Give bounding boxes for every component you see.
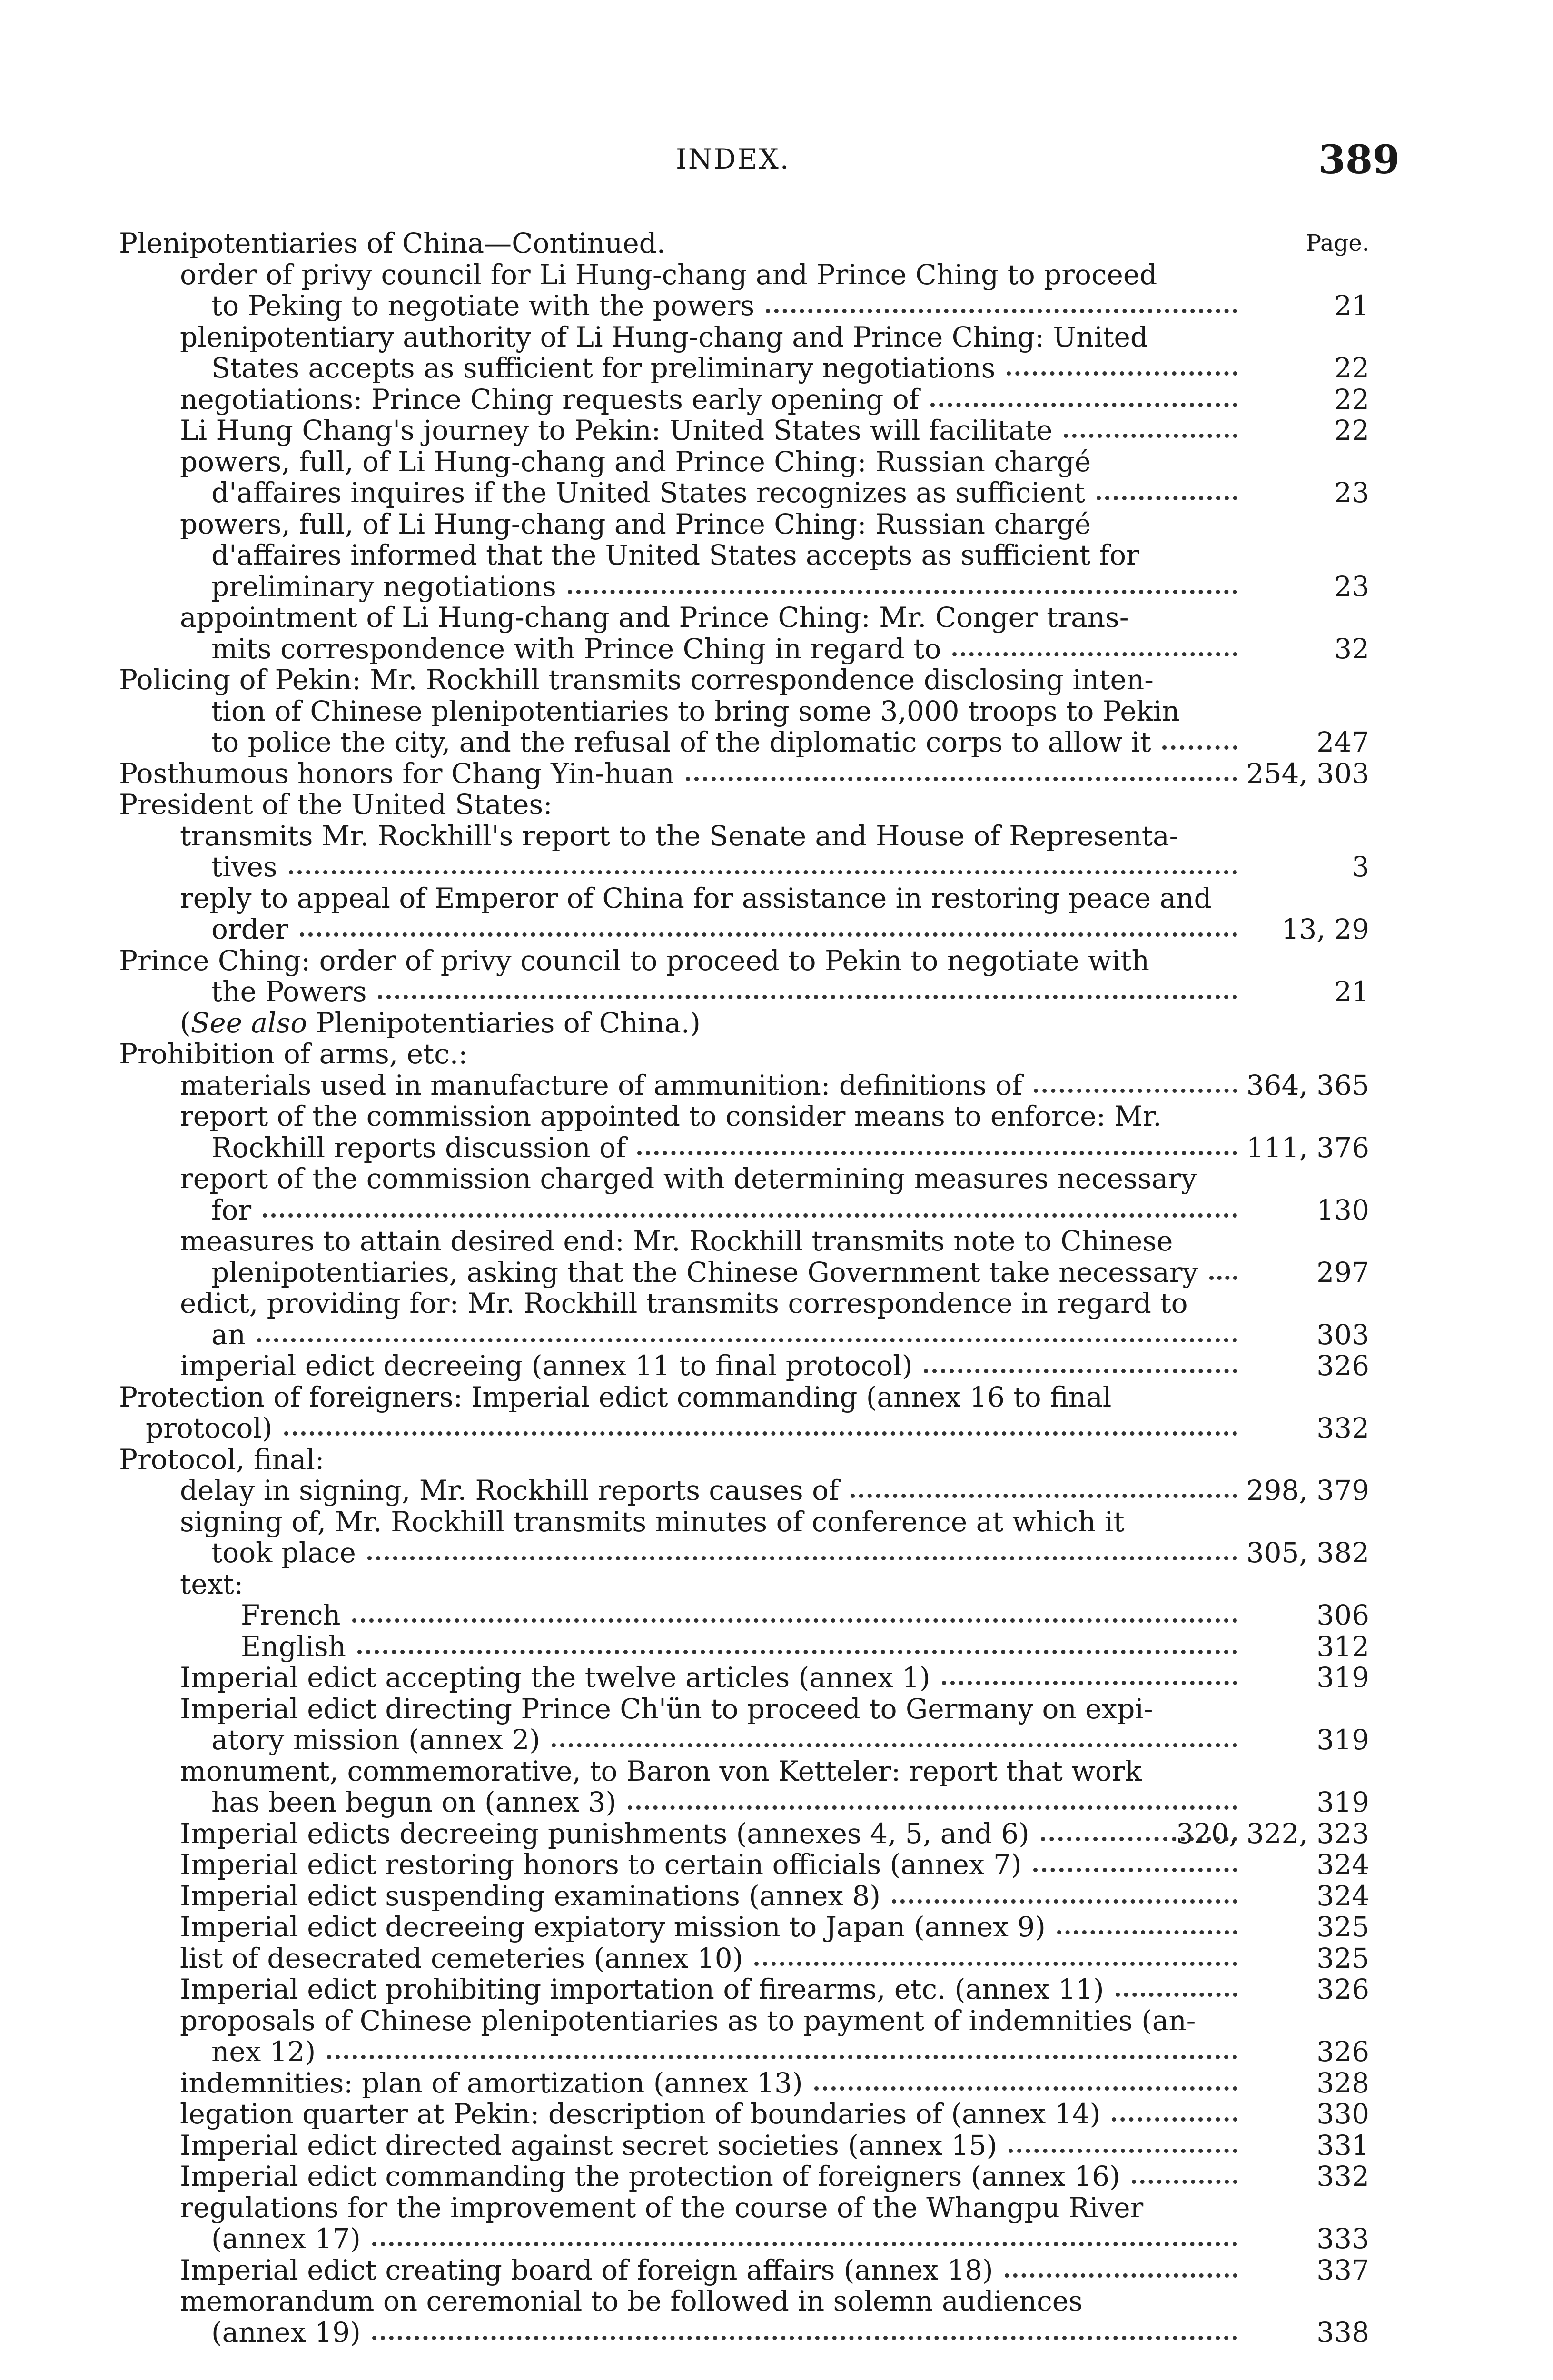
- index-entry: [0, 1475, 1553, 1506]
- entry-text: English: [241, 1630, 346, 1663]
- index-entry: [0, 1444, 1553, 1475]
- entry-text: reply to appeal of Emperor of China for assistance in restoring peace and: [180, 882, 1212, 914]
- entry-text: transmits Mr. Rockhill's report to the Senate and House of Representa-: [180, 820, 1179, 852]
- page-reference: 338: [1316, 2316, 1369, 2349]
- index-entry: [0, 228, 1553, 259]
- entry-text: the Powers: [211, 975, 367, 1008]
- entry-text: Imperial edicts decreeing punishments (annexes 4, 5, and 6): [180, 1817, 1029, 1850]
- index-entry: [0, 2285, 1553, 2317]
- dot-leader: [814, 2086, 1237, 2091]
- index-entry: [0, 2067, 1553, 2099]
- page-reference: 297: [1316, 1256, 1369, 1289]
- entry-text: has been begun on (annex 3): [211, 1786, 617, 1818]
- index-entry: [0, 571, 1553, 602]
- dot-leader: [637, 1151, 1237, 1155]
- dot-leader: [1007, 371, 1237, 376]
- index-entry: [0, 1724, 1553, 1755]
- dot-leader: [851, 1494, 1237, 1498]
- page-reference: 337: [1316, 2254, 1369, 2286]
- entry-text: took place: [211, 1537, 356, 1569]
- index-entry: [0, 1319, 1553, 1350]
- dot-leader: [1033, 1868, 1237, 1872]
- index-entry: [0, 1911, 1553, 1943]
- index-entry: [0, 446, 1553, 477]
- running-head: [0, 137, 1553, 186]
- page-reference: 22: [1334, 352, 1369, 384]
- page-reference: 23: [1334, 570, 1369, 603]
- page-reference: 319: [1316, 1661, 1369, 1694]
- entry-text: an: [211, 1319, 246, 1351]
- index-entry: [0, 1288, 1553, 1319]
- index-entry: [0, 1257, 1553, 1288]
- dot-leader: [568, 590, 1237, 594]
- index-entry: [0, 1755, 1553, 1787]
- page-reference: 22: [1334, 383, 1369, 416]
- index-entry: [0, 1849, 1553, 1880]
- entry-text: regulations for the improvement of the course of the Whangpu River: [180, 2192, 1144, 2224]
- page-reference: 325: [1316, 1942, 1369, 1974]
- entry-text: delay in signing, Mr. Rockhill reports causes of: [180, 1474, 839, 1507]
- page-reference: 364, 365: [1246, 1069, 1369, 1101]
- index-entry: [0, 664, 1553, 695]
- page-reference: 21: [1334, 975, 1369, 1008]
- index-entry: [0, 883, 1553, 914]
- index-entry: [0, 2005, 1553, 2036]
- dot-leader: [327, 2055, 1237, 2059]
- page-reference: 22: [1334, 414, 1369, 446]
- page-reference: Page.: [1306, 230, 1369, 257]
- index-entry: [0, 1225, 1553, 1257]
- dot-leader: [1009, 2149, 1237, 2153]
- dot-leader: [1057, 1930, 1237, 1934]
- entry-text: legation quarter at Pekin: description of boundaries of (annex 14): [180, 2098, 1101, 2130]
- page-reference: 298, 379: [1246, 1474, 1369, 1507]
- entry-text: report of the commission appointed to consider means to enforce: Mr.: [180, 1100, 1162, 1132]
- entry-text: protocol): [146, 1412, 273, 1444]
- index-entry: [0, 321, 1553, 353]
- entry-text: edict, providing for: Mr. Rockhill transmits correspondence in regard to: [180, 1287, 1188, 1319]
- page-reference: 306: [1316, 1599, 1369, 1631]
- index-entry: [0, 1101, 1553, 1132]
- entry-text: (annex 17): [211, 2222, 361, 2255]
- index-entry: [0, 1662, 1553, 1693]
- index-entry: [0, 2192, 1553, 2223]
- entry-text: appointment of Li Hung-chang and Prince Ching: Mr. Conger trans-: [180, 601, 1129, 634]
- entry-text: Imperial edict directing Prince Ch'ün to proceed to Germany on expi-: [180, 1693, 1153, 1725]
- index-entry: [0, 2161, 1553, 2192]
- entry-text: Li Hung Chang's journey to Pekin: United States will facilitate: [180, 414, 1053, 446]
- index-entry: [0, 851, 1553, 883]
- entry-text: text:: [180, 1568, 244, 1600]
- entry-text: Policing of Pekin: Mr. Rockhill transmits correspondence disclosing inten-: [119, 664, 1154, 696]
- page-reference: 320, 322, 323: [1176, 1817, 1369, 1850]
- entry-text: Rockhill reports discussion of: [211, 1131, 626, 1164]
- page-reference: 23: [1334, 476, 1369, 509]
- entry-text: tives: [211, 851, 277, 883]
- entry-text: report of the commission charged with determining measures necessary: [180, 1162, 1197, 1195]
- dot-leader: [1116, 1993, 1237, 1997]
- entry-text: Protection of foreigners: Imperial edict commanding (annex 16 to final: [119, 1381, 1112, 1413]
- page-number: 389: [1318, 137, 1400, 183]
- page-reference: 319: [1316, 1786, 1369, 1818]
- entry-text: to Peking to negotiate with the powers: [211, 289, 755, 322]
- dot-leader: [766, 309, 1237, 313]
- page-reference: 13, 29: [1281, 913, 1369, 945]
- page-reference: 319: [1316, 1724, 1369, 1756]
- page-reference: 333: [1316, 2222, 1369, 2255]
- dot-leader: [1132, 2180, 1237, 2184]
- index-entry: [0, 384, 1553, 415]
- entry-text: measures to attain desired end: Mr. Rockhill transmits note to Chinese: [180, 1225, 1173, 1257]
- entry-text: indemnities: plan of amortization (annex 13): [180, 2067, 803, 2099]
- entry-text: d'affaires inquires if the United States recognizes as sufficient: [211, 476, 1085, 509]
- page-reference: 247: [1316, 726, 1369, 758]
- entry-text: memorandum on ceremonial to be followed in solemn audiences: [180, 2285, 1083, 2317]
- index-entry: [0, 602, 1553, 633]
- page-reference: 130: [1316, 1194, 1369, 1226]
- entry-text: mits correspondence with Prince Ching in regard to: [211, 633, 941, 665]
- entry-text: imperial edict decreeing (annex 11 to final protocol): [180, 1349, 913, 1382]
- entry-text: (annex 19): [211, 2316, 361, 2349]
- page-reference: 330: [1316, 2098, 1369, 2130]
- dot-leader: [257, 1338, 1237, 1342]
- entry-text: President of the United States:: [119, 788, 553, 821]
- entry-text: Imperial edict suspending examinations (annex 8): [180, 1880, 881, 1912]
- entry-text: monument, commemorative, to Baron von Ketteler: report that work: [180, 1755, 1142, 1787]
- page-reference: 3: [1352, 851, 1369, 883]
- dot-leader: [357, 1650, 1237, 1654]
- index-entry: [0, 508, 1553, 540]
- index-entry: [0, 259, 1553, 290]
- index-entry: [0, 1412, 1553, 1444]
- page-reference: 328: [1316, 2067, 1369, 2099]
- dot-leader: [284, 1431, 1237, 1436]
- page-reference: 326: [1316, 1973, 1369, 2005]
- entry-text: order of privy council for Li Hung-chang and Prince Ching to proceed: [180, 258, 1157, 291]
- dot-leader: [1112, 2117, 1237, 2122]
- page-title: INDEX.: [676, 143, 791, 175]
- index-entry: [0, 2036, 1553, 2067]
- entry-text: Imperial edict restoring honors to certain officials (annex 7): [180, 1848, 1022, 1881]
- dot-leader: [300, 932, 1237, 937]
- dot-leader: [1097, 496, 1237, 500]
- entry-text: plenipotentiary authority of Li Hung-chang and Prince Ching: United: [180, 321, 1148, 353]
- entry-text: Protocol, final:: [119, 1443, 325, 1476]
- dot-leader: [1041, 1837, 1237, 1841]
- index-entry: [0, 415, 1553, 446]
- dot-leader: [378, 995, 1237, 999]
- page-reference: 312: [1316, 1630, 1369, 1663]
- page-reference: 325: [1316, 1911, 1369, 1943]
- index-entry: [0, 695, 1553, 727]
- index-entry: [0, 633, 1553, 664]
- index-entry: [0, 1007, 1553, 1039]
- index-entry: [0, 1163, 1553, 1194]
- entry-text: Imperial edict directed against secret societies (annex 15): [180, 2129, 998, 2162]
- entry-text: French: [241, 1599, 341, 1631]
- entry-text: powers, full, of Li Hung-chang and Prince Ching: Russian chargé: [180, 508, 1091, 540]
- dot-leader: [372, 2242, 1237, 2246]
- index-entry: [0, 1880, 1553, 1912]
- page-reference: 21: [1334, 289, 1369, 322]
- index-entry: [0, 976, 1553, 1007]
- dot-leader: [1162, 745, 1237, 750]
- index-entry: [0, 1381, 1553, 1413]
- entry-text: Posthumous honors for Chang Yin-huan: [119, 757, 674, 790]
- index-entry: [0, 352, 1553, 384]
- index-entry: [0, 1786, 1553, 1818]
- entry-text: Prohibition of arms, etc.:: [119, 1038, 468, 1070]
- page-reference: 332: [1316, 1412, 1369, 1444]
- page-reference: 305, 382: [1246, 1537, 1369, 1569]
- page-reference: 332: [1316, 2160, 1369, 2192]
- index-entry: [0, 1070, 1553, 1101]
- entry-text: materials used in manufacture of ammunition: definitions of: [180, 1069, 1022, 1101]
- entry-text: (See also Plenipotentiaries of China.): [180, 1007, 701, 1039]
- index-entry: [0, 2223, 1553, 2254]
- dot-leader: [367, 1556, 1237, 1560]
- dot-leader: [930, 403, 1237, 407]
- index-entry: [0, 2098, 1553, 2130]
- page-reference: 324: [1316, 1880, 1369, 1912]
- entry-text: Imperial edict creating board of foreign affairs (annex 18): [180, 2254, 993, 2286]
- index-entry: [0, 1038, 1553, 1070]
- entry-text: plenipotentiaries, asking that the Chinese Government take necessary: [211, 1256, 1198, 1289]
- index-entry: [0, 789, 1553, 820]
- entry-text: d'affaires informed that the United States accepts as sufficient for: [211, 539, 1139, 571]
- entry-text: powers, full, of Li Hung-chang and Prince Ching: Russian chargé: [180, 446, 1091, 478]
- index-entry: [0, 1973, 1553, 2005]
- entry-text: tion of Chinese plenipotentiaries to bring some 3,000 troops to Pekin: [211, 695, 1180, 727]
- index-entry: [0, 477, 1553, 508]
- index-entry: [0, 539, 1553, 571]
- entry-text: to police the city, and the refusal of the diplomatic corps to allow it: [211, 726, 1151, 758]
- page-reference: 254, 303: [1246, 757, 1369, 790]
- dot-leader: [942, 1681, 1237, 1685]
- dot-leader: [1209, 1276, 1237, 1280]
- entry-text: nex 12): [211, 2035, 316, 2068]
- dot-leader: [552, 1743, 1237, 1747]
- page-reference: 326: [1316, 1349, 1369, 1382]
- entry-text: list of desecrated cemeteries (annex 10): [180, 1942, 743, 1974]
- page-reference: 324: [1316, 1848, 1369, 1881]
- dot-leader: [686, 777, 1237, 781]
- entry-text: atory mission (annex 2): [211, 1724, 540, 1756]
- index-entry: [0, 1132, 1553, 1163]
- index-entry: [0, 945, 1553, 976]
- entry-text: proposals of Chinese plenipotentiaries as to payment of indemnities (an-: [180, 2004, 1196, 2037]
- entry-text: Imperial edict prohibiting importation of firearms, etc. (annex 11): [180, 1973, 1104, 2005]
- entry-text: Imperial edict accepting the twelve articles (annex 1): [180, 1661, 930, 1694]
- index-entry: [0, 1693, 1553, 1725]
- dot-leader: [952, 652, 1237, 656]
- entry-text: States accepts as sufficient for preliminary negotiations: [211, 352, 996, 384]
- index-entry: [0, 758, 1553, 789]
- dot-leader: [372, 2336, 1237, 2340]
- dot-leader: [892, 1899, 1237, 1904]
- entry-text: negotiations: Prince Ching requests early opening of: [180, 383, 920, 416]
- entry-text: Imperial edict commanding the protection of foreigners (annex 16): [180, 2160, 1120, 2192]
- entry-text: preliminary negotiations: [211, 570, 556, 603]
- index-entry: [0, 1537, 1553, 1568]
- page-reference: 326: [1316, 2035, 1369, 2068]
- index-entry: [0, 1943, 1553, 1974]
- index-entry: [0, 2317, 1553, 2348]
- dot-leader: [1034, 1089, 1237, 1093]
- index-entry: [0, 2254, 1553, 2286]
- page-reference: 331: [1316, 2129, 1369, 2162]
- dot-leader: [754, 1962, 1237, 1966]
- entry-text: Prince Ching: order of privy council to proceed to Pekin to negotiate with: [119, 944, 1150, 977]
- entry-text: Imperial edict decreeing expiatory mission to Japan (annex 9): [180, 1911, 1046, 1943]
- index-entry: [0, 1818, 1553, 1849]
- index-entry: [0, 726, 1553, 758]
- index-entry: [0, 1194, 1553, 1226]
- dot-leader: [924, 1369, 1237, 1373]
- dot-leader: [628, 1805, 1237, 1810]
- entry-text: for: [211, 1194, 252, 1226]
- dot-leader: [263, 1213, 1237, 1218]
- dot-leader: [289, 870, 1237, 874]
- index-entry: [0, 913, 1553, 945]
- page-reference: 32: [1334, 633, 1369, 665]
- entry-text: order: [211, 913, 288, 945]
- page-reference: 303: [1316, 1319, 1369, 1351]
- index-entry: [0, 290, 1553, 321]
- index-entry: [0, 1506, 1553, 1537]
- index-entry: [0, 1599, 1553, 1631]
- page-reference: 111, 376: [1246, 1131, 1369, 1164]
- dot-leader: [1064, 434, 1237, 438]
- entry-text: signing of, Mr. Rockhill transmits minutes of conference at which it: [180, 1506, 1125, 1538]
- dot-leader: [352, 1618, 1237, 1623]
- dot-leader: [1005, 2273, 1237, 2278]
- entry-text: Plenipotentiaries of China—Continued.: [119, 227, 666, 259]
- index-entry: [0, 820, 1553, 852]
- index-entry: [0, 2130, 1553, 2161]
- index-entry: [0, 1631, 1553, 1662]
- index-entry: [0, 1568, 1553, 1600]
- index-entry: [0, 1350, 1553, 1381]
